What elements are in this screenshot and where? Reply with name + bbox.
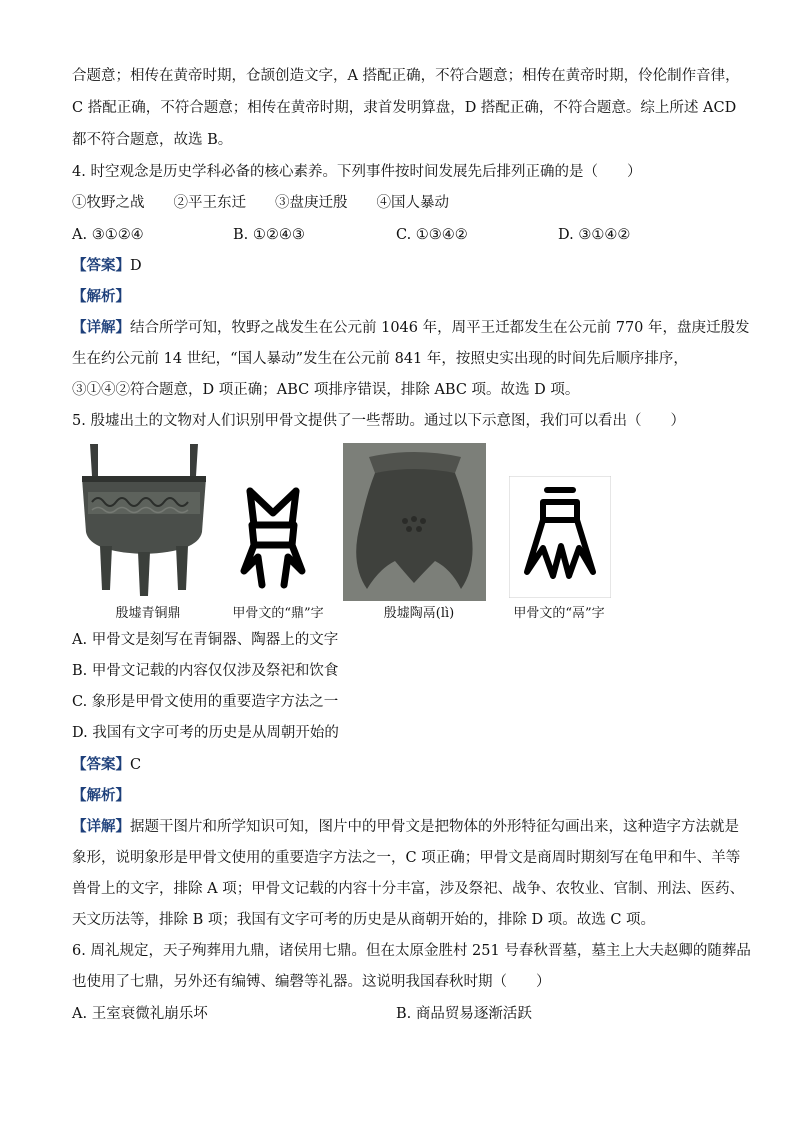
q4-option-b: B. ①②④③ [233,227,305,243]
q5-option-a: A. 甲骨文是刻写在青铜器、陶器上的文字 [72,632,339,648]
q4-items: ①牧野之战 ②平王东迁 ③盘庚迁殷 ④国人暴动 [72,195,449,211]
oracle-ding-character-image [222,473,334,598]
q5-stem: 5. 殷墟出土的文物对人们识别甲骨文提供了一些帮助。通过以下示意图，我们可以看出（ ） [72,413,685,429]
analysis-tag: 【解析】 [72,288,130,305]
detail-text: 据题干图片和所学知识可知，图片中的甲骨文是把物体的外形特征勾画出来，这种造字方法就是 [130,819,739,835]
q5-option-c: C. 象形是甲骨文使用的重要造字方法之一 [72,694,339,710]
q6-stem-line: 也使用了七鼎，另外还有编镈、编磬等礼器。这说明我国春秋时期（ ） [72,974,551,990]
q4-option-d: D. ③①④② [558,227,631,243]
prev-answer-line: C 搭配正确，不符合题意；相传在黄帝时期，隶首发明算盘，D 搭配正确，不符合题意。综上所述 ACD [72,100,737,116]
q4-option-a: A. ③①②④ [72,227,144,243]
q5-detail-line: 天文历法等，排除 B 项；我国有文字可考的历史是从商朝开始的，排除 D 项。故选 C 项。 [72,912,656,928]
detail-tag: 【详解】 [72,319,130,336]
answer-tag: 【答案】 [72,257,130,274]
q6-option-a: A. 王室衰微礼崩乐坏 [72,1006,208,1022]
detail-text: 结合所学可知，牧野之战发生在公元前 1046 年，周平王迁都发生在公元前 770 年，盘庚迁殷发 [130,320,750,336]
q4-analysis-tag [72,288,130,306]
answer-value: D [130,258,142,274]
pottery-li-image [343,443,486,601]
q6-option-b: B. 商品贸易逐渐活跃 [396,1006,532,1022]
q4-detail-line [72,319,750,337]
q5-option-d: D. 我国有文字可考的历史是从周朝开始的 [72,725,339,741]
answer-tag: 【答案】 [72,756,130,773]
caption-oracle-ding: 甲骨文的“鼎”字 [232,606,324,621]
analysis-tag: 【解析】 [72,787,130,804]
q5-detail-line [72,818,739,836]
bronze-ding-image [78,440,210,600]
q5-detail-line: 象形，说明象形是甲骨文使用的重要造字方法之一，C 项正确；甲骨文是商周时期刻写在龟甲和牛、羊等 [72,850,741,866]
caption-oracle-li: 甲骨文的“鬲”字 [513,606,605,621]
q4-answer [72,257,142,275]
q4-stem: 4. 时空观念是历史学科必备的核心素养。下列事件按时间发展先后排列正确的是（ ） [72,164,642,180]
q5-detail-line: 兽骨上的文字，排除 A 项；甲骨文记载的内容十分丰富，涉及祭祀、战争、农牧业、官制、刑法、医药、 [72,881,745,897]
caption-pottery-li: 殷墟陶鬲(lì) [383,606,455,621]
q5-answer [72,756,141,774]
q5-analysis-tag [72,787,130,805]
q6-stem-line: 6. 周礼规定，天子殉葬用九鼎，诸侯用七鼎。但在太原金胜村 251 号春秋晋墓，墓主上大夫赵卿的随葬品 [72,943,751,959]
q4-detail-line: 生在约公元前 14 世纪，“国人暴动”发生在公元前 841 年，按照史实出现的时间先后顺序排序， [72,351,688,367]
detail-tag: 【详解】 [72,818,130,835]
q4-option-c: C. ①③④② [396,227,468,243]
prev-answer-line: 都不符合题意，故选 B。 [72,132,233,148]
answer-value: C [130,757,142,773]
prev-answer-line: 合题意；相传在黄帝时期，仓颉创造文字，A 搭配正确，不符合题意；相传在黄帝时期，伶伦制作音律， [72,68,740,84]
q5-option-b: B. 甲骨文记载的内容仅仅涉及祭祀和饮食 [72,663,339,679]
caption-bronze-ding: 殷墟青铜鼎 [115,606,181,621]
q4-detail-line: ③①④②符合题意，D 项正确；ABC 项排序错误，排除 ABC 项。故选 D 项。 [72,382,580,398]
oracle-li-character-image [509,476,611,598]
